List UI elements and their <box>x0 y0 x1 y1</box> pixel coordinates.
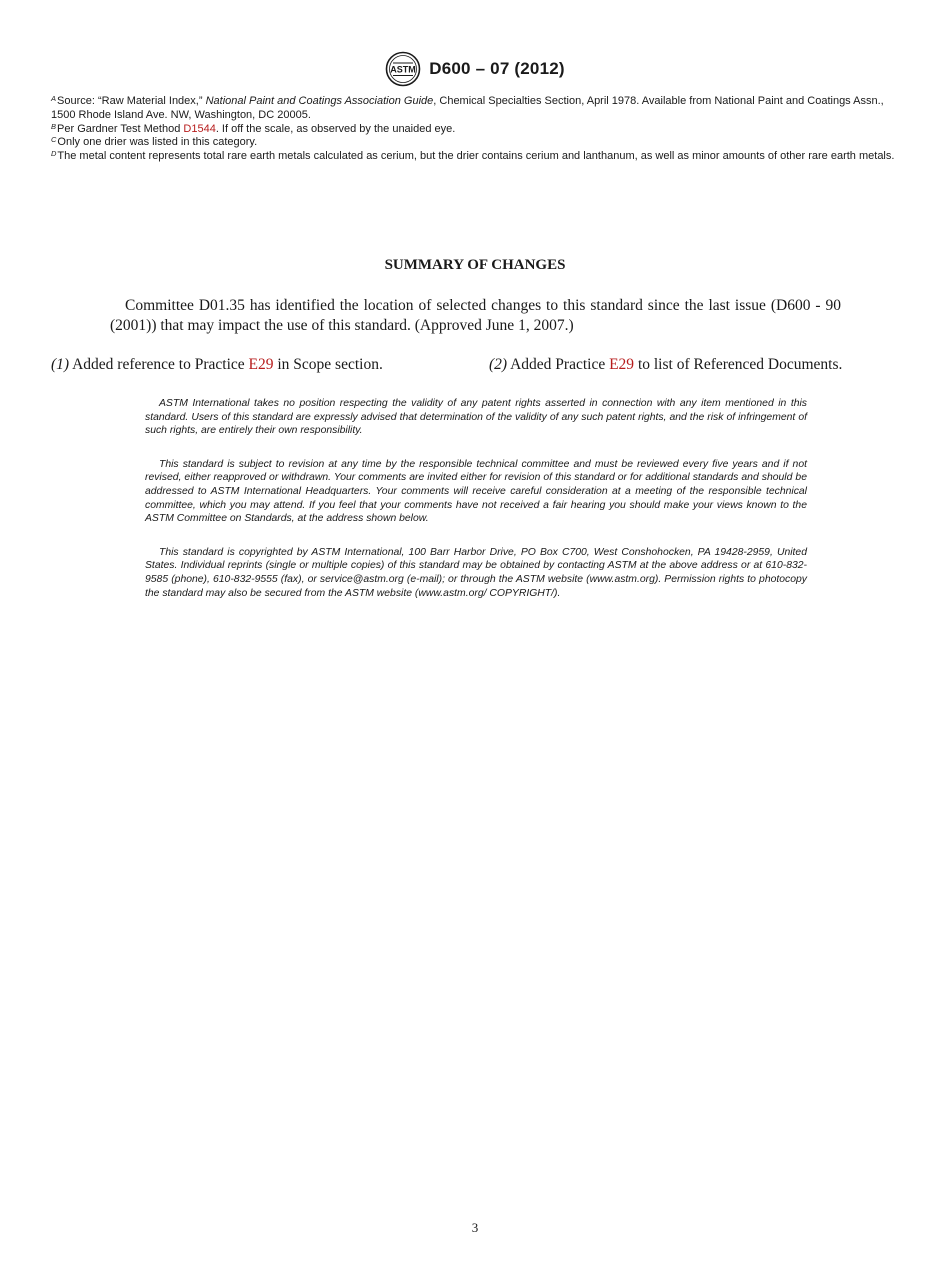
page-header <box>0 51 950 87</box>
e29-link[interactable]: E29 <box>609 356 635 373</box>
change-item-1 <box>51 355 383 375</box>
footnote-text: Only one drier was listed in this category. <box>57 136 258 149</box>
footnote-text: . If off the scale, as observed by the unaided eye. <box>215 122 456 135</box>
summary-title: SUMMARY OF CHANGES <box>384 257 566 273</box>
change-text: in Scope section. <box>273 356 383 373</box>
astm-logo-icon <box>385 51 421 87</box>
footnote-a <box>51 95 901 123</box>
patent-notice: ASTM International takes no position respecting the validity of any patent rights asserted in connection with any item mentioned in this standard. Users of this standard are expressly advised that determination of the validity of any such patent rights, and the risk of infringement of such rights, are entirely their own responsibility. <box>145 398 807 437</box>
d1544-link[interactable]: D1544 <box>183 122 216 135</box>
revision-notice: This standard is subject to revision at any time by the responsible technical committee and must be reviewed every five years and if not revised, either reapproved or withdrawn. Your comments are invited either for revision of this standard or for additional standards and should be addressed to ASTM International Headquarters. Your comments will receive careful consideration at a meeting of the responsible technical committee, which you may attend. If you feel that your comments have not received a fair hearing you should make your views known to the ASTM Committee on Standards, at the address shown below. <box>145 458 807 525</box>
logo-text: ASTM <box>390 64 416 75</box>
change-item-2 <box>489 355 842 375</box>
footnote-marker: D <box>51 149 57 159</box>
footnote-italic-title: National Paint and Coatings Association Guide <box>205 95 434 107</box>
footnote-text: , Chemical Specialties Section, April 1978. Available from National Paint and Coatings Assn., 1500 Rhode Island Ave. NW, Washington, DC 20005. <box>51 95 884 121</box>
e29-link[interactable]: E29 <box>248 356 274 373</box>
change-text: Added reference to Practice <box>69 356 249 373</box>
footnote-marker: C <box>51 135 57 145</box>
footnote-text: Per Gardner Test Method <box>57 122 184 135</box>
summary-body: Committee D01.35 has identified the location of selected changes to this standard since the last issue (D600 - 90 (2001)) that may impact the use of this standard. (Approved June 1, 2007.) <box>110 297 841 334</box>
legal-notices <box>145 397 807 620</box>
footnote-text: The metal content represents total rare earth metals calculated as cerium, but the drier contains cerium and lanthanum, as well as minor amounts of other rare earth metals. <box>57 150 895 163</box>
footnote-b <box>51 123 901 137</box>
change-text: Added Practice <box>507 356 610 373</box>
change-number: (2) <box>489 356 508 373</box>
footnote-text: Source: “Raw Material Index,” <box>57 95 206 107</box>
footnote-c <box>51 136 901 150</box>
footnote-marker: B <box>51 121 57 131</box>
change-number: (1) <box>51 356 70 373</box>
document-id: D600 – 07 (2012) <box>429 59 565 78</box>
change-text: to list of Referenced Documents. <box>634 356 843 373</box>
footnote-marker: A <box>51 94 57 103</box>
copyright-notice: This standard is copyrighted by ASTM International, 100 Barr Harbor Drive, PO Box C700, West Conshohocken, PA 19428-2959, United States. Individual reprints (single or multiple copies) of this standard may be obtained by contacting ASTM at the above address or at 610-832-9585 (phone), 610-832-9555 (fax), or service@astm.org (e-mail); or through the ASTM website (www.astm.org). Permission rights to photocopy the standard may also be secured from the ASTM website (www.astm.org/ COPYRIGHT/). <box>145 546 807 599</box>
footnote-d <box>51 150 901 164</box>
page-number: 3 <box>471 1220 479 1235</box>
table-footnotes <box>51 95 901 164</box>
